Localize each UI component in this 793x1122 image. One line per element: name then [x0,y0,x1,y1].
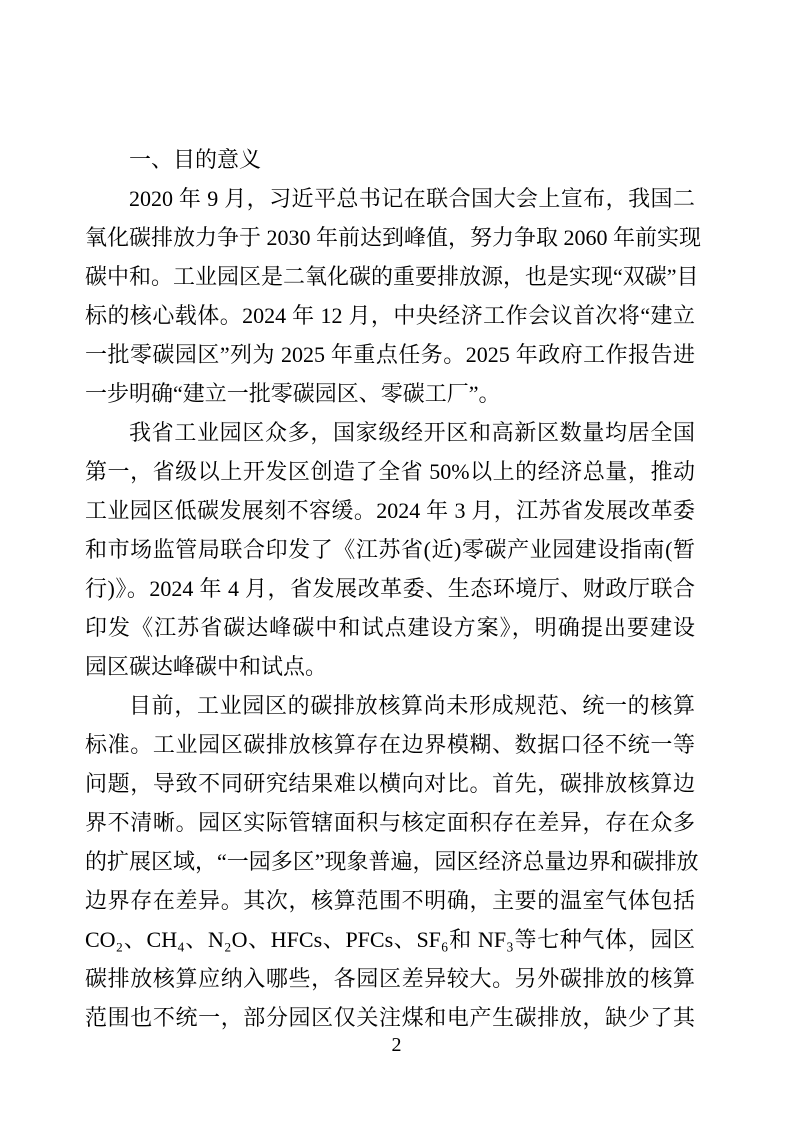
text-line: 碳中和。工业园区是二氧化碳的重要排放源，也是实现“双碳”目 [85,264,699,289]
text-line: 目前，工业园区的碳排放核算尚未形成规范、统一的核算 [129,693,695,718]
text-line: CO₂、CH₄、N₂O、HFCs、PFCs、SF₆和 NF₃等七种气体，园区 [85,927,695,952]
section-heading: 一、目的意义 [129,147,262,172]
text-line: 和市场监管局联合印发了《江苏省(近)零碳产业园建设指南(暂 [85,537,695,562]
text-line: 问题，导致不同研究结果难以横向对比。首先，碳排放核算边 [85,771,695,796]
text-line: 一步明确“建立一批零碳园区、零碳工厂”。 [85,381,501,406]
text-line: 一批零碳园区”列为 2025 年重点任务。2025 年政府工作报告进 [85,342,695,367]
text-line: 碳排放核算应纳入哪些，各园区差异较大。另外碳排放的核算 [85,966,695,991]
text-line: 标的核心载体。2024 年 12 月，中央经济工作会议首次将“建立 [85,303,695,328]
text-line: 界不清晰。园区实际管辖面积与核定面积存在差异，存在众多 [85,810,695,835]
text-line: 我省工业园区众多，国家级经开区和高新区数量均居全国 [129,420,695,445]
document-body [85,140,702,1037]
text-line: 印发《江苏省碳达峰碳中和试点建设方案》，明确提出要建设 [85,615,695,640]
text-line: 行)》。2024 年 4 月，省发展改革委、生态环境厅、财政厅联合 [85,576,695,601]
text-line: 氧化碳排放力争于 2030 年前达到峰值，努力争取 2060 年前实现 [85,225,702,250]
text-line: 范围也不统一，部分园区仅关注煤和电产生碳排放，缺少了其 [85,1005,695,1030]
text-line: 工业园区低碳发展刻不容缓。2024 年 3 月，江苏省发展改革委 [85,498,695,523]
text-line: 2020 年 9 月，习近平总书记在联合国大会上宣布，我国二 [129,186,695,211]
text-line: 标准。工业园区碳排放核算存在边界模糊、数据口径不统一等 [85,732,695,757]
text-line: 第一，省级以上开发区创造了全省 50%以上的经济总量，推动 [85,459,695,484]
text-line: 园区碳达峰碳中和试点。 [85,654,328,679]
text-line: 边界存在差异。其次，核算范围不明确，主要的温室气体包括 [85,888,695,913]
text-line: 的扩展区域，“一园多区”现象普遍，园区经济总量边界和碳排放 [85,849,699,874]
page-number: 2 [391,1034,402,1056]
